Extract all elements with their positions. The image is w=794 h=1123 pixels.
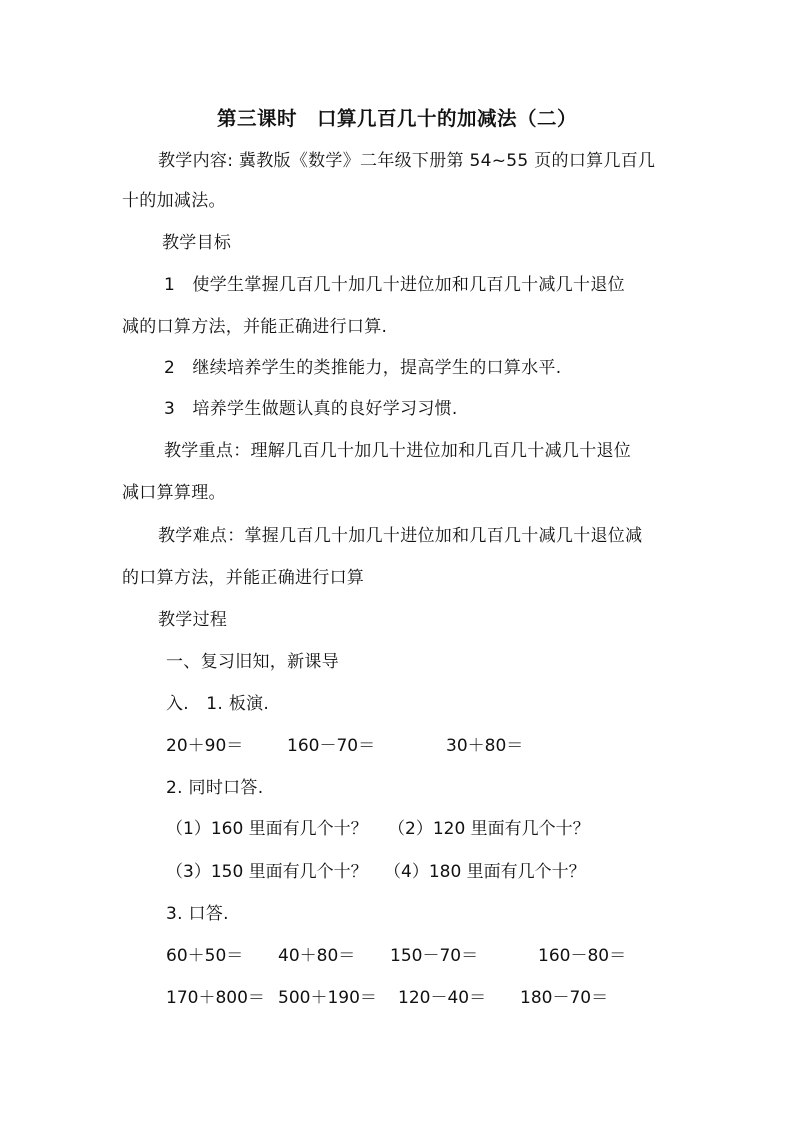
item-2-label: 2. 同时口答. (166, 778, 264, 798)
difficulty-line-1: 教学难点：掌握几百几十加几十进位加和几百几十减几十退位减 (158, 526, 643, 546)
goals-heading: 教学目标 (162, 233, 232, 253)
page-title: 第三课时 口算几百几十的加减法（二） (216, 107, 577, 130)
question-row-2 (0, 861, 794, 883)
board-equation: 160－70＝ (287, 736, 376, 756)
board-equations-row (0, 735, 794, 757)
goal-1-line-2: 减的口算方法，并能正确进行口算. (122, 317, 388, 337)
question-item: （4）180 里面有几个十？ (384, 862, 586, 882)
key-point-line-1: 教学重点：理解几百几十加几十进位加和几百几十减几十退位 (164, 441, 632, 461)
board-equation: 30＋80＝ (446, 736, 524, 756)
goal-2: 2 继续培养学生的类推能力，提高学生的口算水平. (164, 358, 562, 378)
oral-equation: 500＋190＝ (278, 988, 377, 1008)
difficulty-line-2: 的口算方法，并能正确进行口算 (122, 568, 365, 588)
teaching-content-line-1: 教学内容: 冀教版《数学》二年级下册第 54~55 页的口算几百几 (158, 151, 656, 171)
goal-3: 3 培养学生做题认真的良好学习习惯. (164, 399, 458, 419)
board-equation: 20＋90＝ (166, 736, 244, 756)
oral-row-1 (0, 945, 794, 967)
goal-1-line-1: 1 使学生掌握几百几十加几十进位加和几百几十减几十退位 (164, 275, 625, 295)
oral-equation: 170＋800＝ (166, 988, 265, 1008)
question-item: （3）150 里面有几个十？ (166, 862, 368, 882)
section-1-intro: 入. 1. 板演. (166, 694, 270, 714)
section-1-heading: 一、复习旧知，新课导 (166, 652, 339, 672)
key-point-line-2: 减口算算理。 (122, 483, 226, 503)
oral-equation: 40＋80＝ (278, 946, 356, 966)
item-3-label: 3. 口答. (166, 904, 229, 924)
oral-equation: 180－70＝ (520, 988, 609, 1008)
oral-row-2 (0, 987, 794, 1009)
question-item: （1）160 里面有几个十？ (166, 819, 368, 839)
question-row-1 (0, 818, 794, 840)
oral-equation: 150－70＝ (390, 946, 479, 966)
oral-equation: 160－80＝ (538, 946, 627, 966)
oral-equation: 60＋50＝ (166, 946, 244, 966)
question-item: （2）120 里面有几个十？ (388, 819, 590, 839)
oral-equation: 120－40＝ (398, 988, 487, 1008)
teaching-content-line-2: 十的加减法。 (122, 191, 226, 211)
process-heading: 教学过程 (158, 610, 228, 630)
